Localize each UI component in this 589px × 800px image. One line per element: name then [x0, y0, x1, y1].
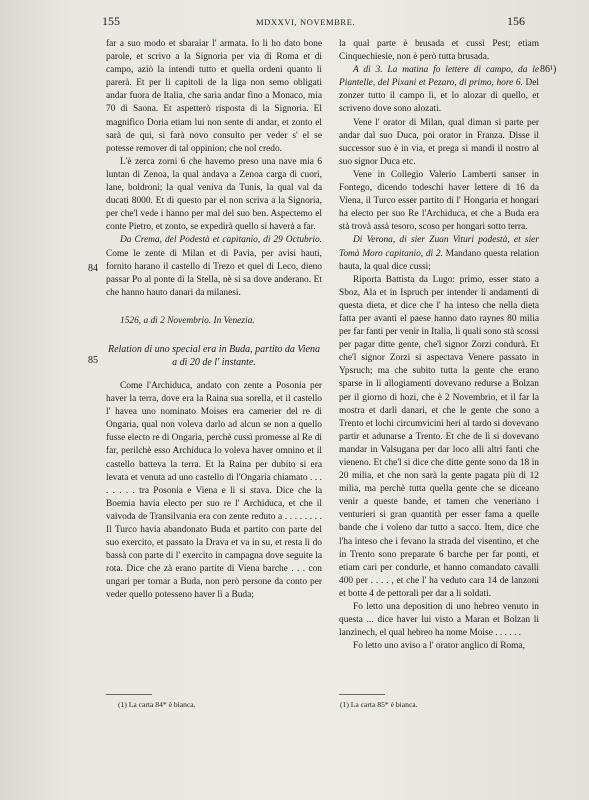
date-line: 1526, a dì 2 Novembrio. In Venezia. — [120, 315, 255, 326]
page-number-right: 156 — [507, 14, 525, 28]
running-title: MDXXVI, NOVEMBRE. — [256, 17, 356, 27]
footnote-right: (1) La carta 85* è bianca. — [340, 700, 418, 709]
right-column — [339, 38, 539, 653]
verona-source: Di Verona, di sier Zuan Vituri podestà, et sier Tomà Moro capitanio, di 2. — [339, 235, 539, 259]
right-paragraph-1: la qual parte è brusada et cussì Pest; etiam Cinquechiesie, non è però tutta brusada. — [339, 39, 539, 63]
margin-number-85: 85 — [88, 355, 98, 366]
footnote-rule-right — [339, 694, 385, 695]
right-paragraph-2 — [339, 64, 539, 116]
footnote-rule-left — [106, 694, 152, 695]
left-paragraph-1: far a suo modo et sbaraiar l' armata. Io li ho dato bone parole, et scrivo a la Signoria per via di Roma et di campo, aziò la intendi tutto et quella ordeni quanto li parerà. Et per li capitoli de la liga non semo obligati andar fuora de Italia, che saria andar fino a Monaco, mia 70 di Saona. Et aspetterò risposta di la Signoria. El magnifico Doria etiam lui non sente di andar, et zonto el sarà de qui, si farà novo consulto per veder s' el se potesse remover di tal oppinion; che nol credo. — [106, 39, 322, 154]
campo-report: Del zonzer tutto il campo lì, et lo alozar di quello, et scriveno dove sono alozati. — [339, 78, 540, 115]
right-paragraph-3: Vene l' orator di Milan, qual diman si parte per andar dal suo Duca, poi orator in Franza. Disse il successor suo è in via, et prega si mandi il nostro al suo signor Duca etc. — [339, 117, 539, 167]
right-paragraph-4: Vene in Collegio Valerio Lamberti sanser in Fontego, dicendo todeschi haver lettere di 16 da Viena, il Turco esser partito di l' Hongaria et hongari ha electo per suo Re l'Archiduca, et che a Buda era stà trovà assà tesoro, scoso per hongari sotto terra. — [339, 169, 539, 233]
left-paragraph-3 — [106, 234, 322, 299]
left-paragraph-2: L'è zerca zorni 6 che havemo preso una nave mia 6 luntan di Zenoa, la qual andava a Zenoa carga di cuori, lane, boldroni; la qual veniva da Tunis, la qual val da ducati 8000. Et di questo par el non scriva a la Signoria, per che'l vede i hanno per mal del suo ben. Aspectemo el conte Pietro, et zonto, se expedirà quello si haverà a far. — [106, 156, 322, 233]
footnote-left: (1) La carta 84* è bianca. — [118, 700, 196, 709]
margin-number-86: 86¹) — [540, 64, 557, 75]
left-column — [106, 38, 322, 603]
right-paragraph-5 — [339, 234, 539, 273]
right-paragraph-8: Fo letto uno aviso a l' orator anglico di Roma, — [353, 641, 525, 652]
section-heading: Relation di uno special era in Buda, partito da Viena a dì 20 de l' instante. — [107, 343, 320, 369]
crema-report: Come le zente di Milan et di Pavia, per avisi hauti, fornito harano il castello di Trezo et quel di Leco, dieno passar Po al ponte di la Stella, nè si sa dove anderano. Et che hanno hauto danari da milanesi. — [106, 248, 322, 298]
campo-source: A dì 3. La matina fo lettere di campo, da le Piantelle, del Pixani et Pezaro, di primo, hore 6. — [339, 65, 539, 89]
margin-number-84: 84 — [88, 263, 98, 274]
left-paragraph-4: Come l'Archiduca, andato con zente a Posonia per haver la terra, dove era la Raina sua sorella, et il castello l' havea uno nominato Moises era camerier del re di Ongaria, qual non voleva darlo ad alcun se non a quello fusse electo re di Ongaria, perchè cussì promesse al Re di far, perilchè esso Archiduca lo voleva haver omnino et il castello batteva la terra. Et la Raina per dubito si era levata et venuta ad uno castello di l'Ongaria chiamato . . . . . . . . tra Posonia e Viena e lì si stava. Dice che la Boemia havia electo per suo re l' Archiduca, et che il vaivoda de Transilvania era con zente reduto a . . . . . . . . Il Turco havia abandonato Buda et partito con parte del suo exercito, et passato la Drava et va in su, et resta lì do bassà con parte di l' exercito in campagna dove seguite la rota. Dice che zà erano partite di Viena barche . . . con ungari per tornar a Buda, non però persone da conto per veder quello potesseno haver lì a Buda; — [106, 380, 322, 601]
crema-source: Da Crema, del Podestà et capitanio, di 29 Octubrio. — [120, 235, 322, 246]
right-paragraph-7: Fo letto una deposition di uno hebreo venuto in questa ... dice haver lui visto a Maran et Bolzan li lanzinech, el qual hebreo ha nome Moise . . . . . . — [339, 602, 539, 639]
page-number-left: 155 — [102, 14, 120, 28]
right-paragraph-6: Riporta Battista da Lugo: primo, esser stato a Sboz, Ala et in Ispruch per intender li andamenti di questa dieta, et dice che l' ha inteso che nella dieta fatta per avanti el paese hanno dato raynes 80 milia per far fanti per venir in Italia, li quali sono stà scossi per pagar ditte gente, che'l signor Zorzi condurà. Et che'l signor Zorzi si aspectava Venere passato in Ypsruch; ma che subito tutta la gente che erano sparse in li allogiamenti dovevano redurse a Bolzan per il giorno di hozi, che è 2 Novembrio, et il far la mostra et darli danari, et che le gente che sono a Trento et lochi circumvicini heri al tardo si dovevano partir et adunarse a Trento. Et che de lì si dovevano mandar in Valsugana per dar loco alli altri fanti che vieneno. Et che'l si dice che ditte gente sono da 18 in 20 milia, et che non sarà la gente pagata più di 12 milia, ma perchè tutta quella gente che se diceano venir a queste bande, et tamen che veneriano i venturieri si gran quantità per esser fama a quelle bande che i voleno dar tutto a sacco. Item, dice che l'ha inteso che i fevano la strada del visentino, et che in Trento sono preparate 6 barche per far ponti, et etiam cari per condurle, et hanno comandato cavalli 400 per . . . . , et che l' ha veduto cara 14 de lanzoni et botte 4 de pettorali per dar a li soldati. — [339, 274, 539, 599]
verona-report: Mandano questa relation hauta, la qual dice cussì; — [339, 248, 540, 272]
